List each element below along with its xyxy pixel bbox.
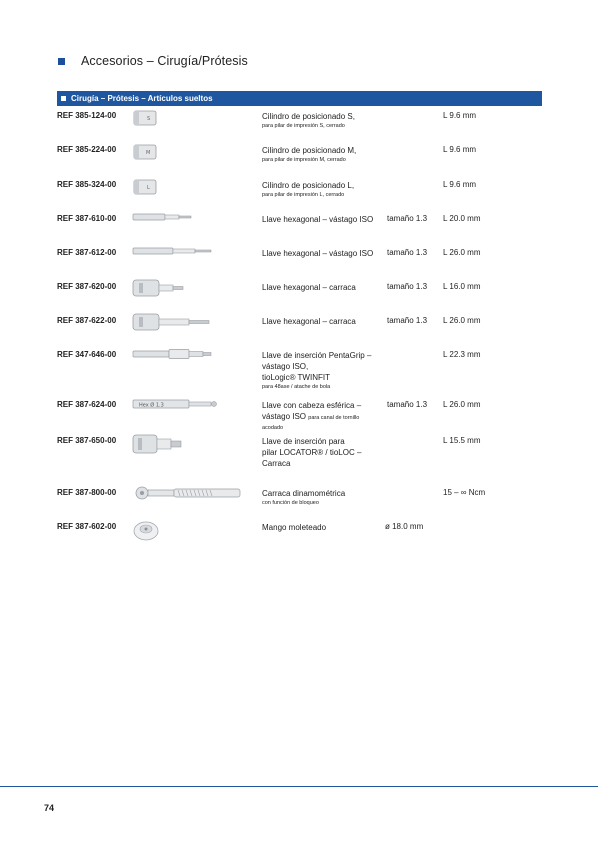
footer-divider (0, 786, 598, 787)
item-size: tamaño 1.3 (387, 248, 428, 257)
item-description-2: vástago ISO (262, 412, 307, 421)
item-length: L 9.6 mm (443, 180, 477, 189)
item-length: L 22.3 mm (443, 350, 481, 359)
item-torque: 15 – ∞ Ncm (443, 488, 486, 497)
item-description: Llave de inserción PentaGrip – (262, 351, 372, 360)
page-header (58, 54, 248, 68)
ref-number: REF 387-612-00 (57, 248, 117, 257)
ref-number: REF 387-602-00 (57, 522, 117, 531)
item-description: Llave con cabeza esférica – (262, 401, 362, 410)
item-size: tamaño 1.3 (387, 316, 428, 325)
ref-number: REF 387-800-00 (57, 488, 117, 497)
section-header-bar (57, 91, 542, 106)
item-note-inline: para canal de tornillo (308, 415, 360, 421)
ref-number: REF 387-622-00 (57, 316, 117, 325)
svg-text:L: L (147, 185, 150, 191)
bullet-square-icon (61, 96, 66, 101)
locator-driver-icon (132, 432, 186, 456)
item-length: L 26.0 mm (443, 316, 481, 325)
ref-number: REF 387-610-00 (57, 214, 117, 223)
ref-number: REF 385-224-00 (57, 145, 117, 154)
engraving-text: Hex Ø 1.3 (139, 402, 164, 409)
item-length: L 15.5 mm (443, 436, 481, 445)
ref-number: REF 387-624-00 (57, 400, 117, 409)
item-note: para pilar de impresión S, cerrado (262, 123, 345, 129)
ref-number: REF 385-324-00 (57, 180, 117, 189)
page-number: 74 (44, 803, 55, 813)
ref-number: REF 347-646-00 (57, 350, 117, 359)
item-description: Llave hexagonal – vástago ISO (262, 215, 374, 224)
ref-number: REF 385-124-00 (57, 111, 117, 120)
hex-key-iso-long-icon (132, 246, 214, 256)
item-description-3: Carraca (262, 459, 291, 468)
ref-number: REF 387-650-00 (57, 436, 117, 445)
positioning-cylinder-l-icon (132, 178, 160, 196)
item-note: acodado (262, 425, 284, 431)
item-description-2: pilar LOCATOR® / tioLOC – (262, 448, 362, 457)
item-note: para pilar de impresión L, cerrado (262, 192, 345, 198)
hex-key-ratchet-short-icon (132, 278, 186, 298)
item-description: Cilindro de posicionado L, (262, 181, 355, 190)
knurled-handle-icon (132, 520, 162, 542)
item-size: tamaño 1.3 (387, 400, 428, 409)
item-description-2: vástago ISO, (262, 362, 309, 371)
positioning-cylinder-m-icon (132, 143, 160, 161)
pentagrip-driver-icon (132, 348, 214, 360)
item-note: para pilar de impresión M, cerrado (262, 157, 346, 163)
item-description: Llave hexagonal – carraca (262, 317, 356, 326)
item-description: Llave hexagonal – carraca (262, 283, 356, 292)
item-description: Cilindro de posicionado M, (262, 146, 357, 155)
hex-key-ratchet-long-icon (132, 312, 212, 332)
svg-text:M: M (146, 150, 151, 156)
ref-number: REF 387-620-00 (57, 282, 117, 291)
item-diameter: ø 18.0 mm (385, 522, 424, 531)
ball-head-hex-key-icon (132, 398, 222, 410)
item-length: L 26.0 mm (443, 248, 481, 257)
torque-ratchet-icon (132, 486, 242, 500)
item-description: Llave hexagonal – vástago ISO (262, 249, 374, 258)
item-description-3: tioLogic® TWINFIT (262, 373, 330, 382)
item-length: L 26.0 mm (443, 400, 481, 409)
page-title: Accesorios – Cirugía/Prótesis (81, 54, 248, 68)
item-length: L 9.6 mm (443, 111, 477, 120)
item-description: Mango moleteado (262, 523, 327, 532)
item-size: tamaño 1.3 (387, 214, 428, 223)
section-title: Cirugía – Prótesis – Artículos sueltos (71, 94, 213, 103)
hex-key-iso-short-icon (132, 212, 194, 222)
item-length: L 20.0 mm (443, 214, 481, 223)
item-description: Llave de inserción para (262, 437, 345, 446)
positioning-cylinder-s-icon (132, 109, 160, 127)
item-description: Cilindro de posicionado S, (262, 112, 355, 121)
item-description: Carraca dinamométrica (262, 489, 346, 498)
item-note: para 48ase / atache de bola (262, 384, 331, 390)
item-size: tamaño 1.3 (387, 282, 428, 291)
item-note: con función de bloqueo (262, 500, 319, 506)
item-length: L 16.0 mm (443, 282, 481, 291)
svg-text:S: S (147, 116, 151, 122)
item-length: L 9.6 mm (443, 145, 477, 154)
bullet-square-icon (58, 58, 65, 65)
